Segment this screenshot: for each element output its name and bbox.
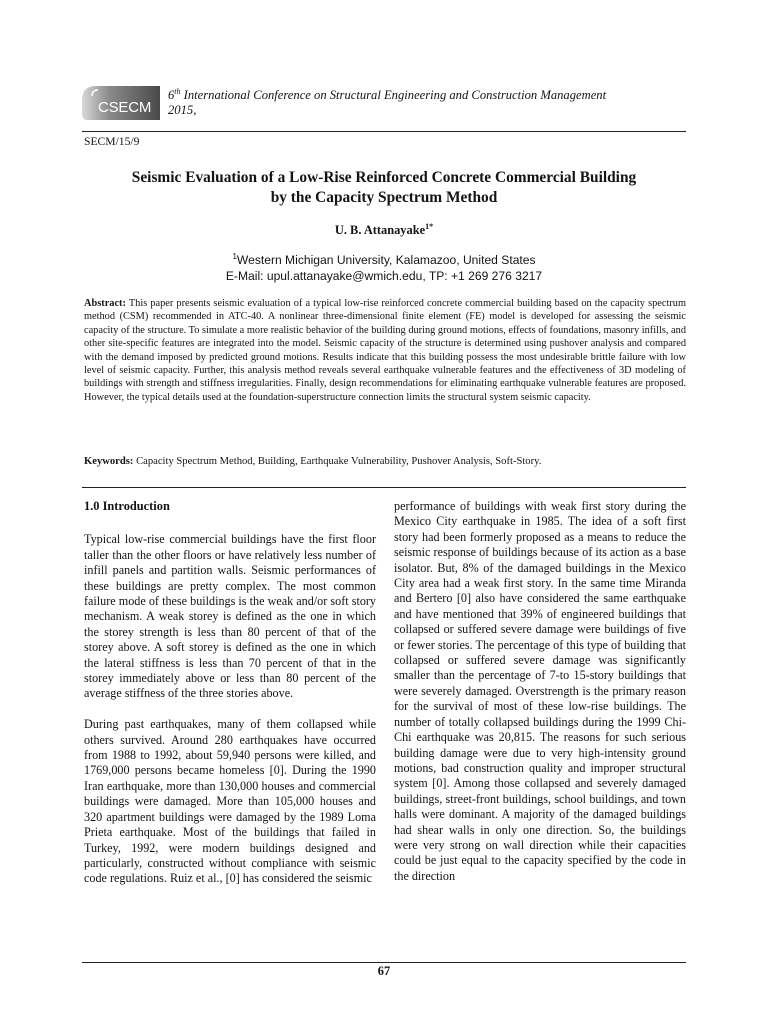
- section-heading: 1.0 Introduction: [84, 499, 170, 513]
- header-divider: [82, 131, 686, 132]
- affiliation: $^1$Western Michigan University, Kalamazoo, United States E-Mail: upul.attanayake@wmich.edu, TP: +1 269 276 3217: [225, 252, 543, 283]
- page-number: 67: [377, 964, 391, 978]
- keywords: Keywords: Capacity Spectrum Method, Building, Earthquake Vulnerability, Pushover Analysis, Soft-Story.: [84, 456, 542, 467]
- paragraph: During past earthquakes, many of them collapsed while others survived. Around 280 earthquakes have occurred from 1988 to 1992, about 59,940 persons were killed, and 1769,000 persons became homeless [0]. During the 1990 Iran earthquake, more than 130,000 houses and commercial buildings were damaged. More than 105,000 houses and 320 apartment buildings were damaged by the 1989 Loma Prieta earthquake. Most of the buildings that failed in Turkey, 1992, were modern buildings designed and particularly, constructed without compliance with seismic code regulations. Ruiz et al., [0] has considered the seismic: [84, 717, 376, 886]
- email-line: E-Mail: upul.attanayake@wmich.edu, TP: +1 269 276 3217: [225, 268, 543, 283]
- paragraph: Typical low-rise commercial buildings have the first floor taller than the other floors or have relatively less number of infill panels and partition walls. Seismic performances of these buildings are pretty complex. The most common failure mode of these buildings is the weak and/or soft story mechanism. A weak storey is defined as the one in which the storey strength is less than 80 percent of that of the storey above. A soft storey is defined as the one in which the lateral stiffness is less than 70 percent of that in the storey immediately above or less than 80 percent of the average stiffness of the three stories above.: [84, 532, 376, 701]
- conference-title: 6th International Conference on Structural Engineering and Construction Management 2015,: [168, 87, 607, 118]
- paper-title: Seismic Evaluation of a Low-Rise Reinforced Concrete Commercial Building by the Capacity Spectrum Method: [131, 169, 637, 206]
- left-column: [84, 499, 376, 887]
- paragraph: performance of buildings with weak first story during the Mexico City earthquake in 1985. The idea of a soft first story had been formerly proposed as a means to reduce the seismic response of buildings because of its action as a base isolator. But, 8% of the damaged buildings in the Mexico City area had a weak first story. In the same time Miranda and Bertero [0] also have considered the same earthquake and have mentioned that 39% of engineered buildings that collapsed or suffered severe damage were buildings of five or fewer stories. The percentage of this type of building that collapsed or suffered severe damage was significantly smaller than the percentage of 7-to 15-story buildings that were severely damaged. Overstrength is the primary reason for the survival of most of these low-rise buildings. The number of totally collapsed buildings during the 1999 Chi-Chi earthquake was 20,815. The reasons for such serious building damage were due to very high-intensity ground motions, bad construction quality and improper structural system [0]. Among those collapsed and severely damaged buildings, street-front buildings, school buildings, and town halls were dominant. A majority of the damaged buildings had shear walls in only one direction. So, the buildings were very strong on wall direction while their capacities could be just equal to the capacity specified by the code in the direction: [394, 499, 686, 883]
- section-divider: [82, 487, 686, 488]
- author: U. B. Attanayake$^{1*}$: [334, 222, 434, 238]
- right-column: [394, 499, 686, 884]
- abstract: Abstract: This paper presents seismic evaluation of a typical low-rise reinforced concrete commercial building based on the capacity spectrum method (CSM) recommended in ATC-40. A nonlinear three-dimensional finite element (FE) model is developed for assessing the seismic capacity of the structure. To simulate a more realistic behavior of the building during ground motions, effects of foundations, masonry infills, and other site-specific features are integrated into the model. Seismic capacity of the structure is determined using pushover analysis and compared with the demand imposed by predicted ground motions. Results indicate that this building possess the most undesirable brittle failure with low level of seismic capacity. Further, this analysis method reveals several earthquake vulnerable features and the effectiveness of 3D modeling of buildings with strength and stiffness irregularities. Finally, design recommendations for eliminating earthquake vulnerable features are proposed. However, the typical details used at the foundation-superstructure connection limits the structural system seismic capacity.: [84, 298, 686, 403]
- footer-divider: [82, 962, 686, 963]
- paper-code: SECM/15/9: [84, 135, 140, 148]
- logo-text: CSECM: [98, 99, 152, 116]
